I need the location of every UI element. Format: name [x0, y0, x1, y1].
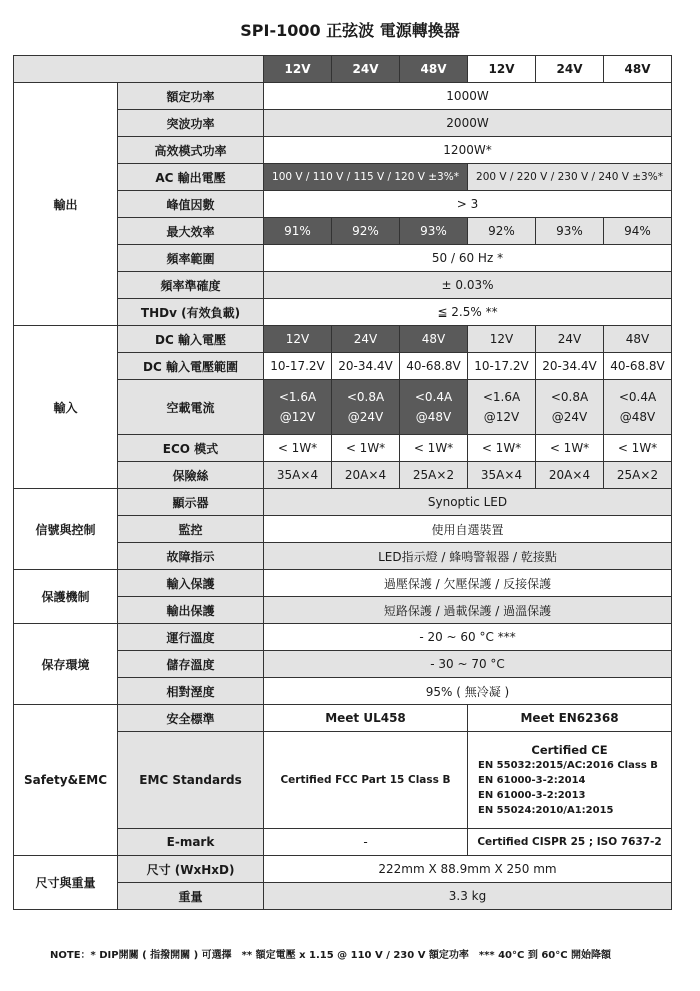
row-value: < 1W*: [264, 435, 332, 462]
header-blank: [14, 56, 264, 83]
row-op-temp: [14, 624, 672, 651]
category-protection: 保護機制: [14, 570, 118, 624]
row-label: 高效模式功率: [118, 137, 264, 164]
row-value: < 1W*: [536, 435, 604, 462]
row-value: < 1W*: [604, 435, 672, 462]
row-value: - 20 ~ 60 °C ***: [264, 624, 672, 651]
row-display: [14, 489, 672, 516]
row-label: 峰值因數: [118, 191, 264, 218]
value-bottom: @12V: [483, 410, 520, 424]
row-value: 50 / 60 Hz *: [264, 245, 672, 272]
row-value: < 1W*: [468, 435, 536, 462]
row-label: DC 輸入電壓範圍: [118, 353, 264, 380]
row-value: 93%: [400, 218, 468, 245]
row-value: [604, 380, 672, 435]
row-value: 35A×4: [264, 462, 332, 489]
row-label: 尺寸 (WxHxD): [118, 856, 264, 883]
row-label: 儲存溫度: [118, 651, 264, 678]
row-label: 額定功率: [118, 83, 264, 110]
value-top: <0.4A: [618, 390, 657, 404]
row-label: 故障指示: [118, 543, 264, 570]
cert-line: EN 61000-3-2:2014: [478, 774, 586, 786]
row-value: 40-68.8V: [400, 353, 468, 380]
row-value: 48V: [400, 326, 468, 353]
row-value: 93%: [536, 218, 604, 245]
row-value: > 3: [264, 191, 672, 218]
header-cell: 24V: [536, 56, 604, 83]
value-bottom: @48V: [619, 410, 656, 424]
row-value: 使用自選裝置: [264, 516, 672, 543]
row-label: 輸出保護: [118, 597, 264, 624]
row-value: 20A×4: [332, 462, 400, 489]
row-label: 相對溼度: [118, 678, 264, 705]
row-value: 92%: [332, 218, 400, 245]
row-value: LED指示燈 / 蜂鳴警報器 / 乾接點: [264, 543, 672, 570]
footnote: NOTE：* DIP開關 ( 指撥開關 ) 可選擇 ** 額定電壓 x 1.15 @ 110 V / 230 V 額定功率 *** 40°C 到 60°C 開始降額: [50, 950, 612, 961]
row-value: [400, 380, 468, 435]
row-label: DC 輸入電壓: [118, 326, 264, 353]
row-value: 40-68.8V: [604, 353, 672, 380]
row-value: - 30 ~ 70 °C: [264, 651, 672, 678]
cert-title: Certified CE: [531, 742, 608, 757]
row-value: 94%: [604, 218, 672, 245]
header-cell: 24V: [332, 56, 400, 83]
row-value: 12V: [468, 326, 536, 353]
category-signal: 信號與控制: [14, 489, 118, 570]
row-input-protection: [14, 570, 672, 597]
cert-line: EN 55024:2010/A1:2015: [478, 804, 614, 816]
row-value: 25A×2: [400, 462, 468, 489]
category-output: 輸出: [14, 83, 118, 326]
category-safety: Safety&EMC: [14, 705, 118, 856]
row-value: 12V: [264, 326, 332, 353]
row-value: Synoptic LED: [264, 489, 672, 516]
cert-line: EN 55032:2015/AC:2016 Class B: [478, 759, 658, 771]
row-label: ECO 模式: [118, 435, 264, 462]
row-value: Certified FCC Part 15 Class B: [264, 732, 468, 829]
row-label: AC 輸出電壓: [118, 164, 264, 191]
row-value: 1000W: [264, 83, 672, 110]
row-label: EMC Standards: [118, 732, 264, 829]
row-value: 20A×4: [536, 462, 604, 489]
value-top: <0.8A: [550, 390, 589, 404]
row-value: ≦ 2.5% **: [264, 299, 672, 326]
row-value: < 1W*: [400, 435, 468, 462]
header-cell: 48V: [400, 56, 468, 83]
row-label: 運行溫度: [118, 624, 264, 651]
header-cell: 12V: [468, 56, 536, 83]
row-label: 監控: [118, 516, 264, 543]
row-safety-std: [14, 705, 672, 732]
row-value: 1200W*: [264, 137, 672, 164]
row-value: 35A×4: [468, 462, 536, 489]
header-row: [14, 56, 672, 83]
row-value: 92%: [468, 218, 536, 245]
row-value: 222mm X 88.9mm X 250 mm: [264, 856, 672, 883]
row-value: 10-17.2V: [264, 353, 332, 380]
row-value: 3.3 kg: [264, 883, 672, 910]
row-value: 20-34.4V: [332, 353, 400, 380]
row-value: Certified CISPR 25 ; ISO 7637-2: [468, 829, 672, 856]
value-top: <1.6A: [482, 390, 521, 404]
row-value: 95% ( 無冷凝 ): [264, 678, 672, 705]
row-dimensions: [14, 856, 672, 883]
row-label: 頻率準確度: [118, 272, 264, 299]
category-size: 尺寸與重量: [14, 856, 118, 910]
row-value: 10-17.2V: [468, 353, 536, 380]
row-value: 100 V / 110 V / 115 V / 120 V ±3%*: [264, 164, 468, 191]
header-cell: 12V: [264, 56, 332, 83]
spec-table: [13, 55, 672, 910]
row-label: THDv (有效負載): [118, 299, 264, 326]
row-value: Meet EN62368: [468, 705, 672, 732]
row-label: 安全標準: [118, 705, 264, 732]
row-value: 200 V / 220 V / 230 V / 240 V ±3%*: [468, 164, 672, 191]
row-value: 24V: [536, 326, 604, 353]
value-top: <1.6A: [278, 390, 317, 404]
row-value: [332, 380, 400, 435]
row-value: 24V: [332, 326, 400, 353]
row-value: [536, 380, 604, 435]
row-value: [468, 732, 672, 829]
value-bottom: @24V: [347, 410, 384, 424]
row-value: 過壓保護 / 欠壓保護 / 反接保護: [264, 570, 672, 597]
row-value: 25A×2: [604, 462, 672, 489]
value-bottom: @48V: [415, 410, 452, 424]
cert-line: EN 61000-3-2:2013: [478, 789, 586, 801]
row-label: 重量: [118, 883, 264, 910]
row-value: 2000W: [264, 110, 672, 137]
row-dc-voltage: [14, 326, 672, 353]
row-value: -: [264, 829, 468, 856]
row-value: 短路保護 / 過載保護 / 過溫保護: [264, 597, 672, 624]
row-value: 91%: [264, 218, 332, 245]
row-value: [468, 380, 536, 435]
page-title: SPI-1000 正弦波 電源轉換器: [240, 21, 460, 40]
row-value: ± 0.03%: [264, 272, 672, 299]
value-top: <0.8A: [346, 390, 385, 404]
value-bottom: @24V: [551, 410, 588, 424]
row-label: 頻率範圍: [118, 245, 264, 272]
row-rated-power: [14, 83, 672, 110]
header-cell: 48V: [604, 56, 672, 83]
row-label: 保險絲: [118, 462, 264, 489]
row-label: 最大效率: [118, 218, 264, 245]
value-top: <0.4A: [414, 390, 453, 404]
row-label: E-mark: [118, 829, 264, 856]
row-label: 輸入保護: [118, 570, 264, 597]
category-input: 輸入: [14, 326, 118, 489]
row-label: 顯示器: [118, 489, 264, 516]
value-bottom: @12V: [279, 410, 316, 424]
row-value: [264, 380, 332, 435]
category-environment: 保存環境: [14, 624, 118, 705]
row-value: Meet UL458: [264, 705, 468, 732]
row-value: 20-34.4V: [536, 353, 604, 380]
row-label: 突波功率: [118, 110, 264, 137]
row-value: 48V: [604, 326, 672, 353]
row-value: < 1W*: [332, 435, 400, 462]
row-label: 空載電流: [118, 380, 264, 435]
